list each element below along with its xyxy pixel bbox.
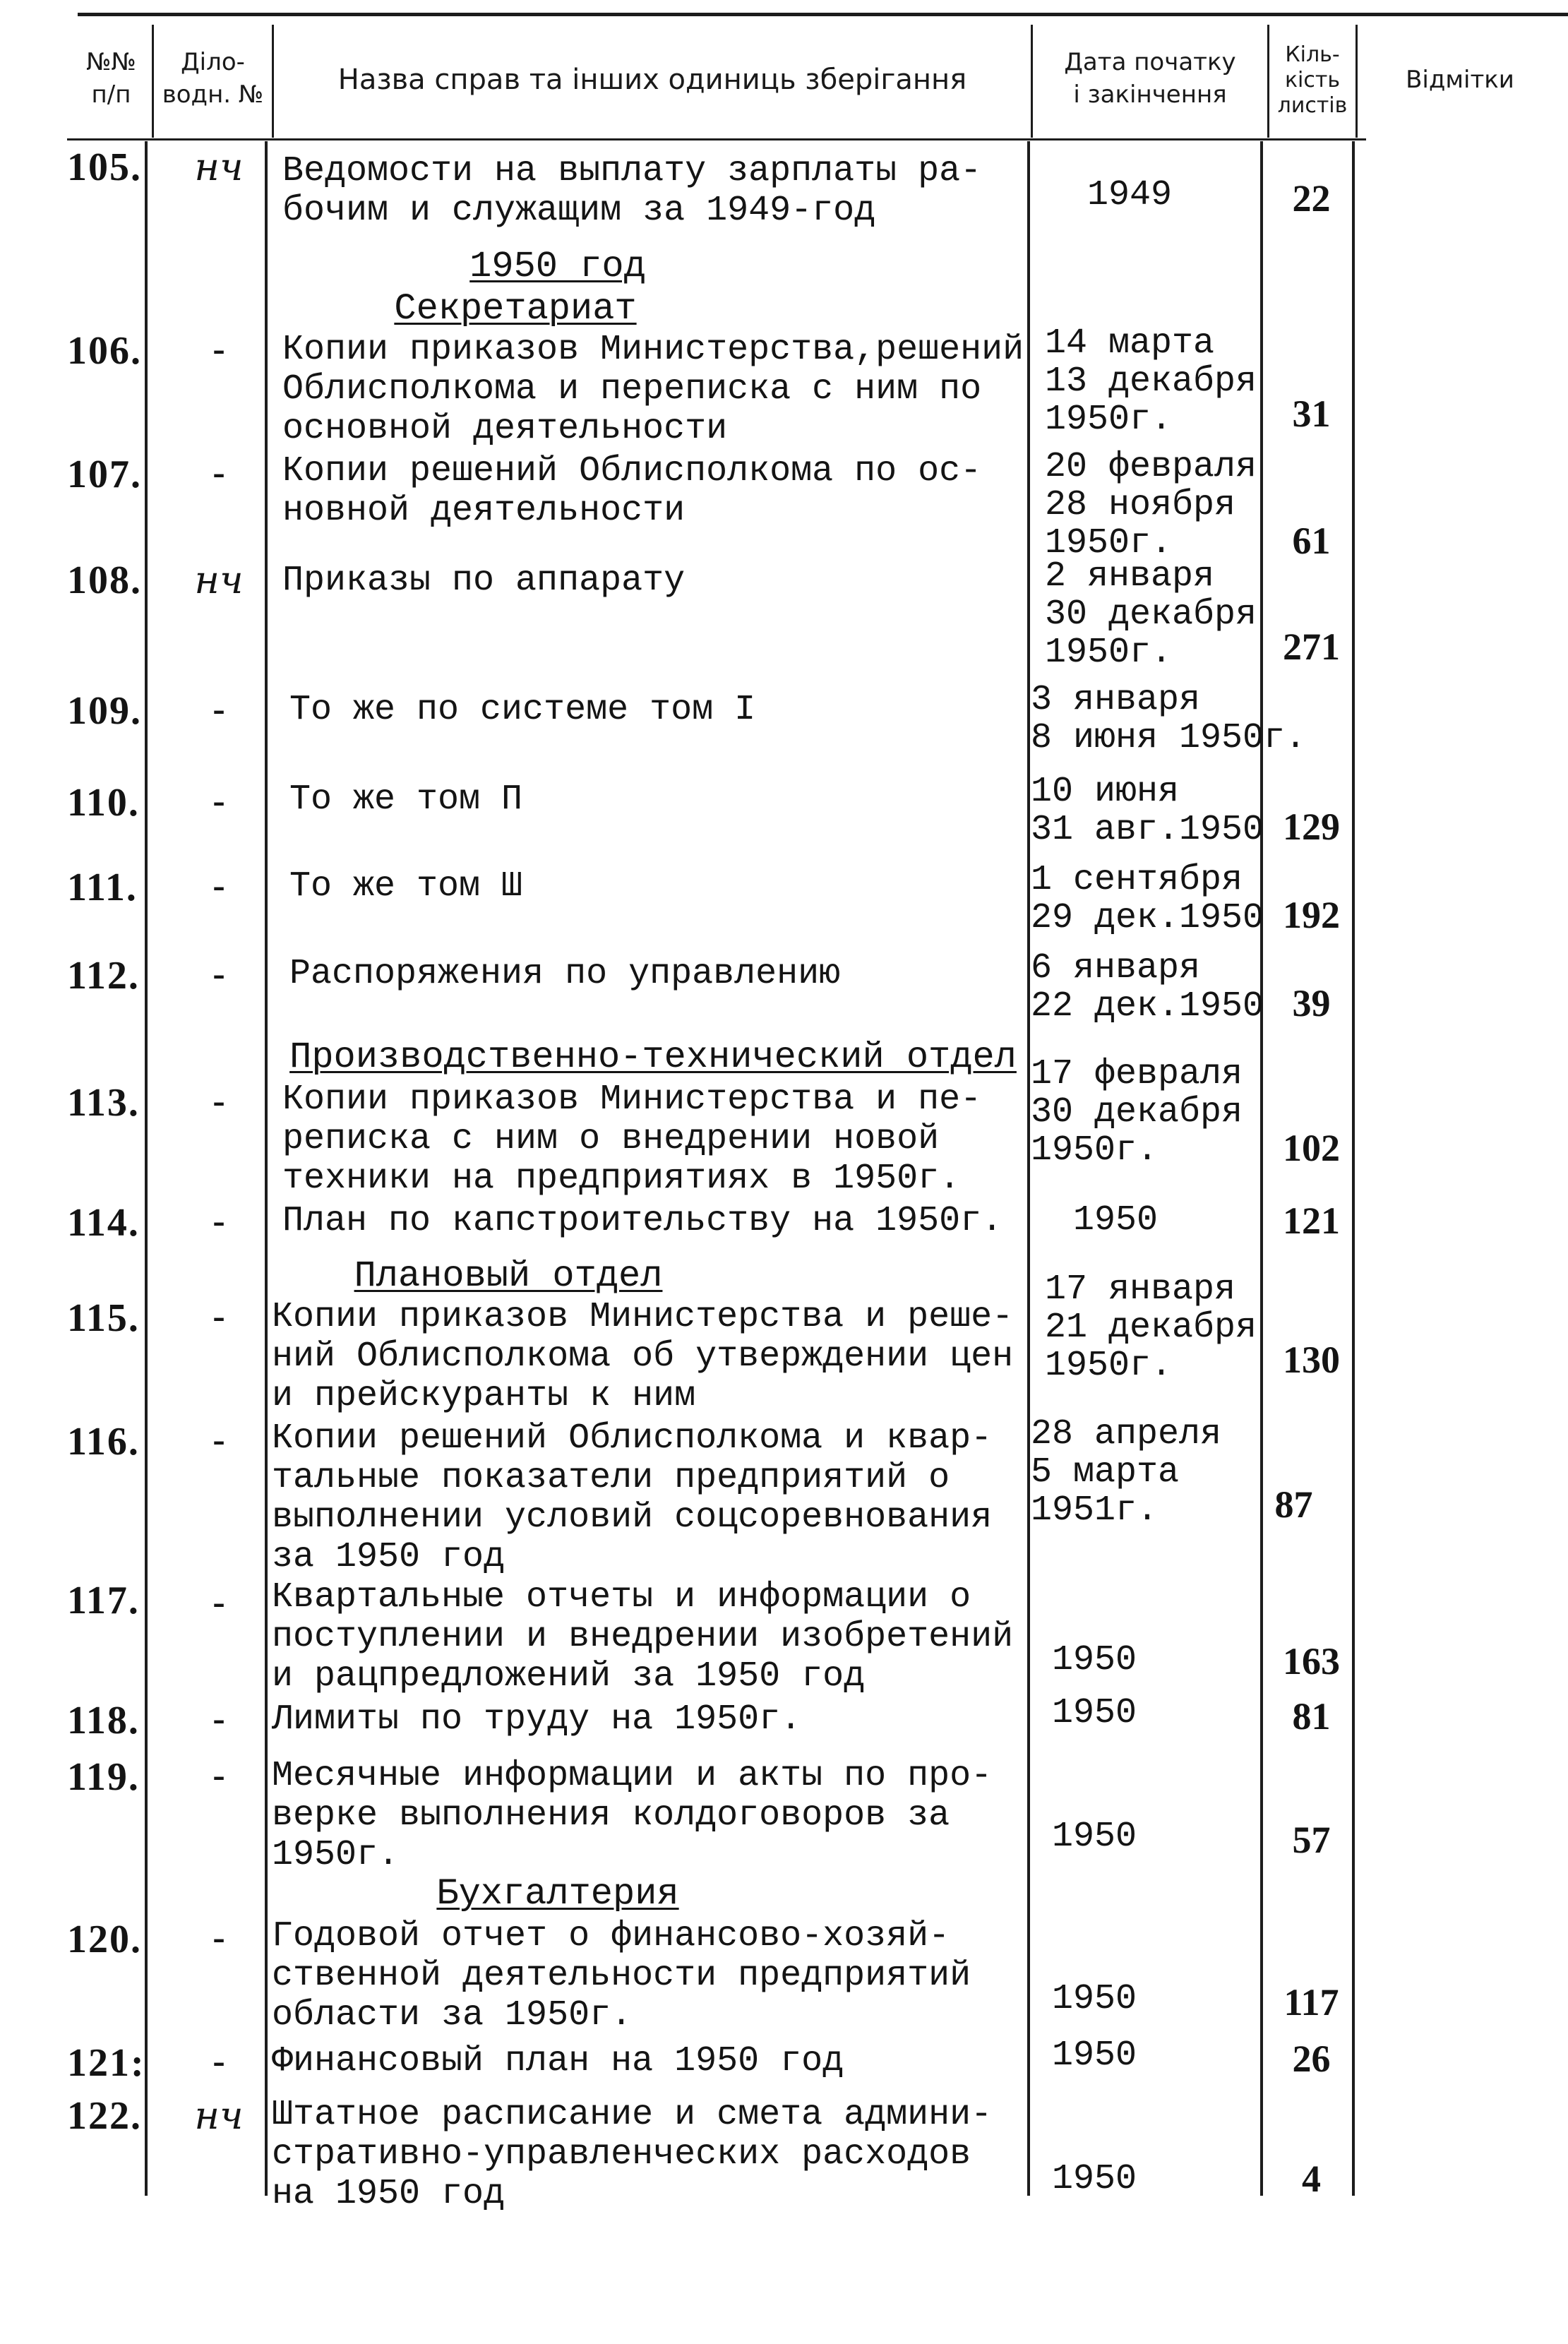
row-title: Финансовый план на 1950 год [272,2041,844,2081]
row-dates: 3 января 8 июня 1950г. [1031,680,1307,758]
row-number: 121: [67,2041,145,2085]
row-title: Месячные информации и акты по про- верке выполнения колдоговоров за 1950г. [272,1756,993,1875]
row-title: Штатное расписание и смета админи- стративно-управленческих расходов на 1950 год [272,2095,993,2214]
row-title: Ведомости на выплату зарплаты ра- бочим и служащим за 1949-год [282,151,982,231]
row-dilo: - [213,1420,225,1460]
row-title: То же том Ш [289,866,523,907]
row-title: План по капстроительству на 1950г. [282,1201,1003,1241]
row-dilo: нч [194,558,244,602]
row-title: Лимиты по труду на 1950г. [272,1699,802,1740]
section-accounting: Бухгалтерия [436,1873,679,1915]
body-divider [265,141,268,2196]
row-number: 105. [67,145,142,189]
row-number: 113. [67,1081,140,1125]
row-title: Копии решений Облисполкома и квар- тальные показатели предприятий о выполнении условий соцсоревнования за 1950 год [272,1418,993,1577]
header-col-sheets-line1: Кіль- [1285,42,1340,67]
row-sheets: 81 [1292,1695,1331,1738]
row-number: 108. [67,558,142,602]
header-col-dilo-line2: водн. № [162,80,264,109]
row-dilo: - [213,866,225,906]
header-col-dilo [154,46,272,111]
header-col-sheets [1269,42,1355,119]
row-sheets: 61 [1292,520,1331,562]
row-number: 110. [67,781,140,825]
row-dates: 17 февраля 30 декабря 1950г. [1031,1054,1243,1171]
row-sheets: 121 [1283,1200,1340,1242]
row-dates: 1950 [1052,2159,1137,2199]
row-title: Копии решений Облисполкома по ос- новной деятельности [282,451,982,531]
row-sheets: 163 [1283,1640,1340,1682]
header-col-title: Назва справ та інших одиниць зберігання [337,64,967,96]
row-dates: 10 июня 31 авг.1950 [1031,772,1264,850]
row-dates: 1950 [1052,1979,1137,2019]
row-dilo: нч [194,145,244,189]
row-dilo: - [213,1582,225,1622]
row-dates: 1949 [1087,175,1173,215]
row-number: 112. [67,954,140,998]
row-title: Приказы по аппарату [282,561,686,601]
header-col-dates-line2: і закінчення [1073,80,1227,109]
row-dilo: - [213,1699,225,1739]
row-dilo: - [213,781,225,821]
row-title: Распоряжения по управлению [289,954,841,994]
row-dates: 20 февраля 28 ноября 1950г. [1045,447,1257,563]
row-number: 109. [67,689,142,733]
row-dilo: - [213,453,225,493]
section-planning: Плановый отдел [354,1255,663,1297]
row-sheets: 87 [1274,1483,1313,1526]
header-col-sheets-line3: листів [1277,93,1348,118]
row-dates: 1950 [1073,1200,1159,1240]
row-title: Копии приказов Министерства и пе- реписка с ним о внедрении новой техники на предприятиях в 1950г. [282,1080,982,1199]
row-sheets: 102 [1283,1127,1340,1169]
row-dates: 17 января 21 декабря 1950г. [1045,1269,1257,1386]
row-number: 106. [67,329,142,373]
row-dates: 1950 [1052,1640,1137,1680]
row-sheets: 57 [1292,1819,1331,1861]
row-sheets: 192 [1283,894,1340,936]
header-col-notes: Відмітки [1406,66,1514,94]
row-dilo: - [213,954,225,994]
header-col-dilo-line1: Діло- [181,48,245,76]
row-sheets: 129 [1283,806,1340,848]
row-dilo: - [213,1081,225,1121]
row-title: Годовой отчет о финансово-хозяй- ственной деятельности предприятий области за 1950г. [272,1916,971,2035]
row-sheets: 39 [1292,982,1331,1024]
row-dilo: - [213,2041,225,2081]
row-dates: 28 апреля 5 марта 1951г. [1031,1414,1222,1531]
row-number: 114. [67,1201,140,1245]
row-sheets: 130 [1283,1339,1340,1381]
header-col-dates-line1: Дата початку [1064,48,1236,76]
row-dates: 1 сентября 29 дек.1950 [1031,860,1264,938]
row-sheets: 271 [1283,626,1340,668]
section-production: Производственно-технический отдел [289,1036,1017,1078]
row-dates: 6 января 22 дек.1950 [1031,948,1264,1027]
header-col-number-line2: п/п [91,80,131,109]
row-number: 118. [67,1699,140,1742]
row-sheets: 31 [1292,393,1331,435]
row-dates: 14 марта 13 декабря 1950г. [1045,323,1257,440]
header-col-number [71,46,152,111]
row-sheets: 22 [1292,177,1331,220]
row-sheets: 117 [1283,1981,1339,2023]
row-title: То же по системе том I [289,690,756,730]
row-number: 115. [67,1296,140,1340]
row-dilo: - [213,329,225,369]
header-col-number-line1: №№ [86,48,136,76]
row-dilo: - [213,1755,225,1795]
header-col-dates [1033,46,1267,111]
row-dilo: - [213,1918,225,1958]
row-dilo: - [213,1296,225,1337]
body-divider [145,141,148,2196]
header-col-sheets-line2: кість [1284,68,1341,92]
row-title: Копии приказов Министерства и реше- ний Облисполкома об утверждении цен и прейскуранты к ним [272,1297,1014,1416]
row-title: Квартальные отчеты и информации о поступлении и внедрении изобретений и рацпредложений за 1950 год [272,1577,1014,1697]
row-dates: 1950 [1052,1693,1137,1733]
row-dilo: - [213,689,225,729]
row-number: 122. [67,2094,142,2138]
section-year: 1950 год [469,246,646,287]
header-bottom-rule [67,138,1366,140]
row-number: 120. [67,1918,142,1961]
section-secretariat: Секретариат [394,288,637,330]
row-title: Копии приказов Министерства,решений Облисполкома и переписка с ним по основной деятельности [282,330,1024,449]
row-sheets: 4 [1302,2158,1321,2200]
row-number: 107. [67,453,142,496]
row-number: 116. [67,1420,140,1464]
top-rule [78,13,1568,16]
row-dilo: - [213,1201,225,1241]
row-dilo: нч [194,2093,244,2138]
row-title: То же том П [289,779,523,820]
row-number: 117. [67,1579,140,1622]
row-sheets: 26 [1292,2038,1331,2080]
row-dates: 1950 [1052,2035,1137,2076]
row-dates: 1950 [1052,1817,1137,1857]
row-dates: 2 января 30 декабря 1950г. [1045,556,1257,673]
row-number: 111. [67,866,138,909]
row-number: 119. [67,1755,140,1799]
